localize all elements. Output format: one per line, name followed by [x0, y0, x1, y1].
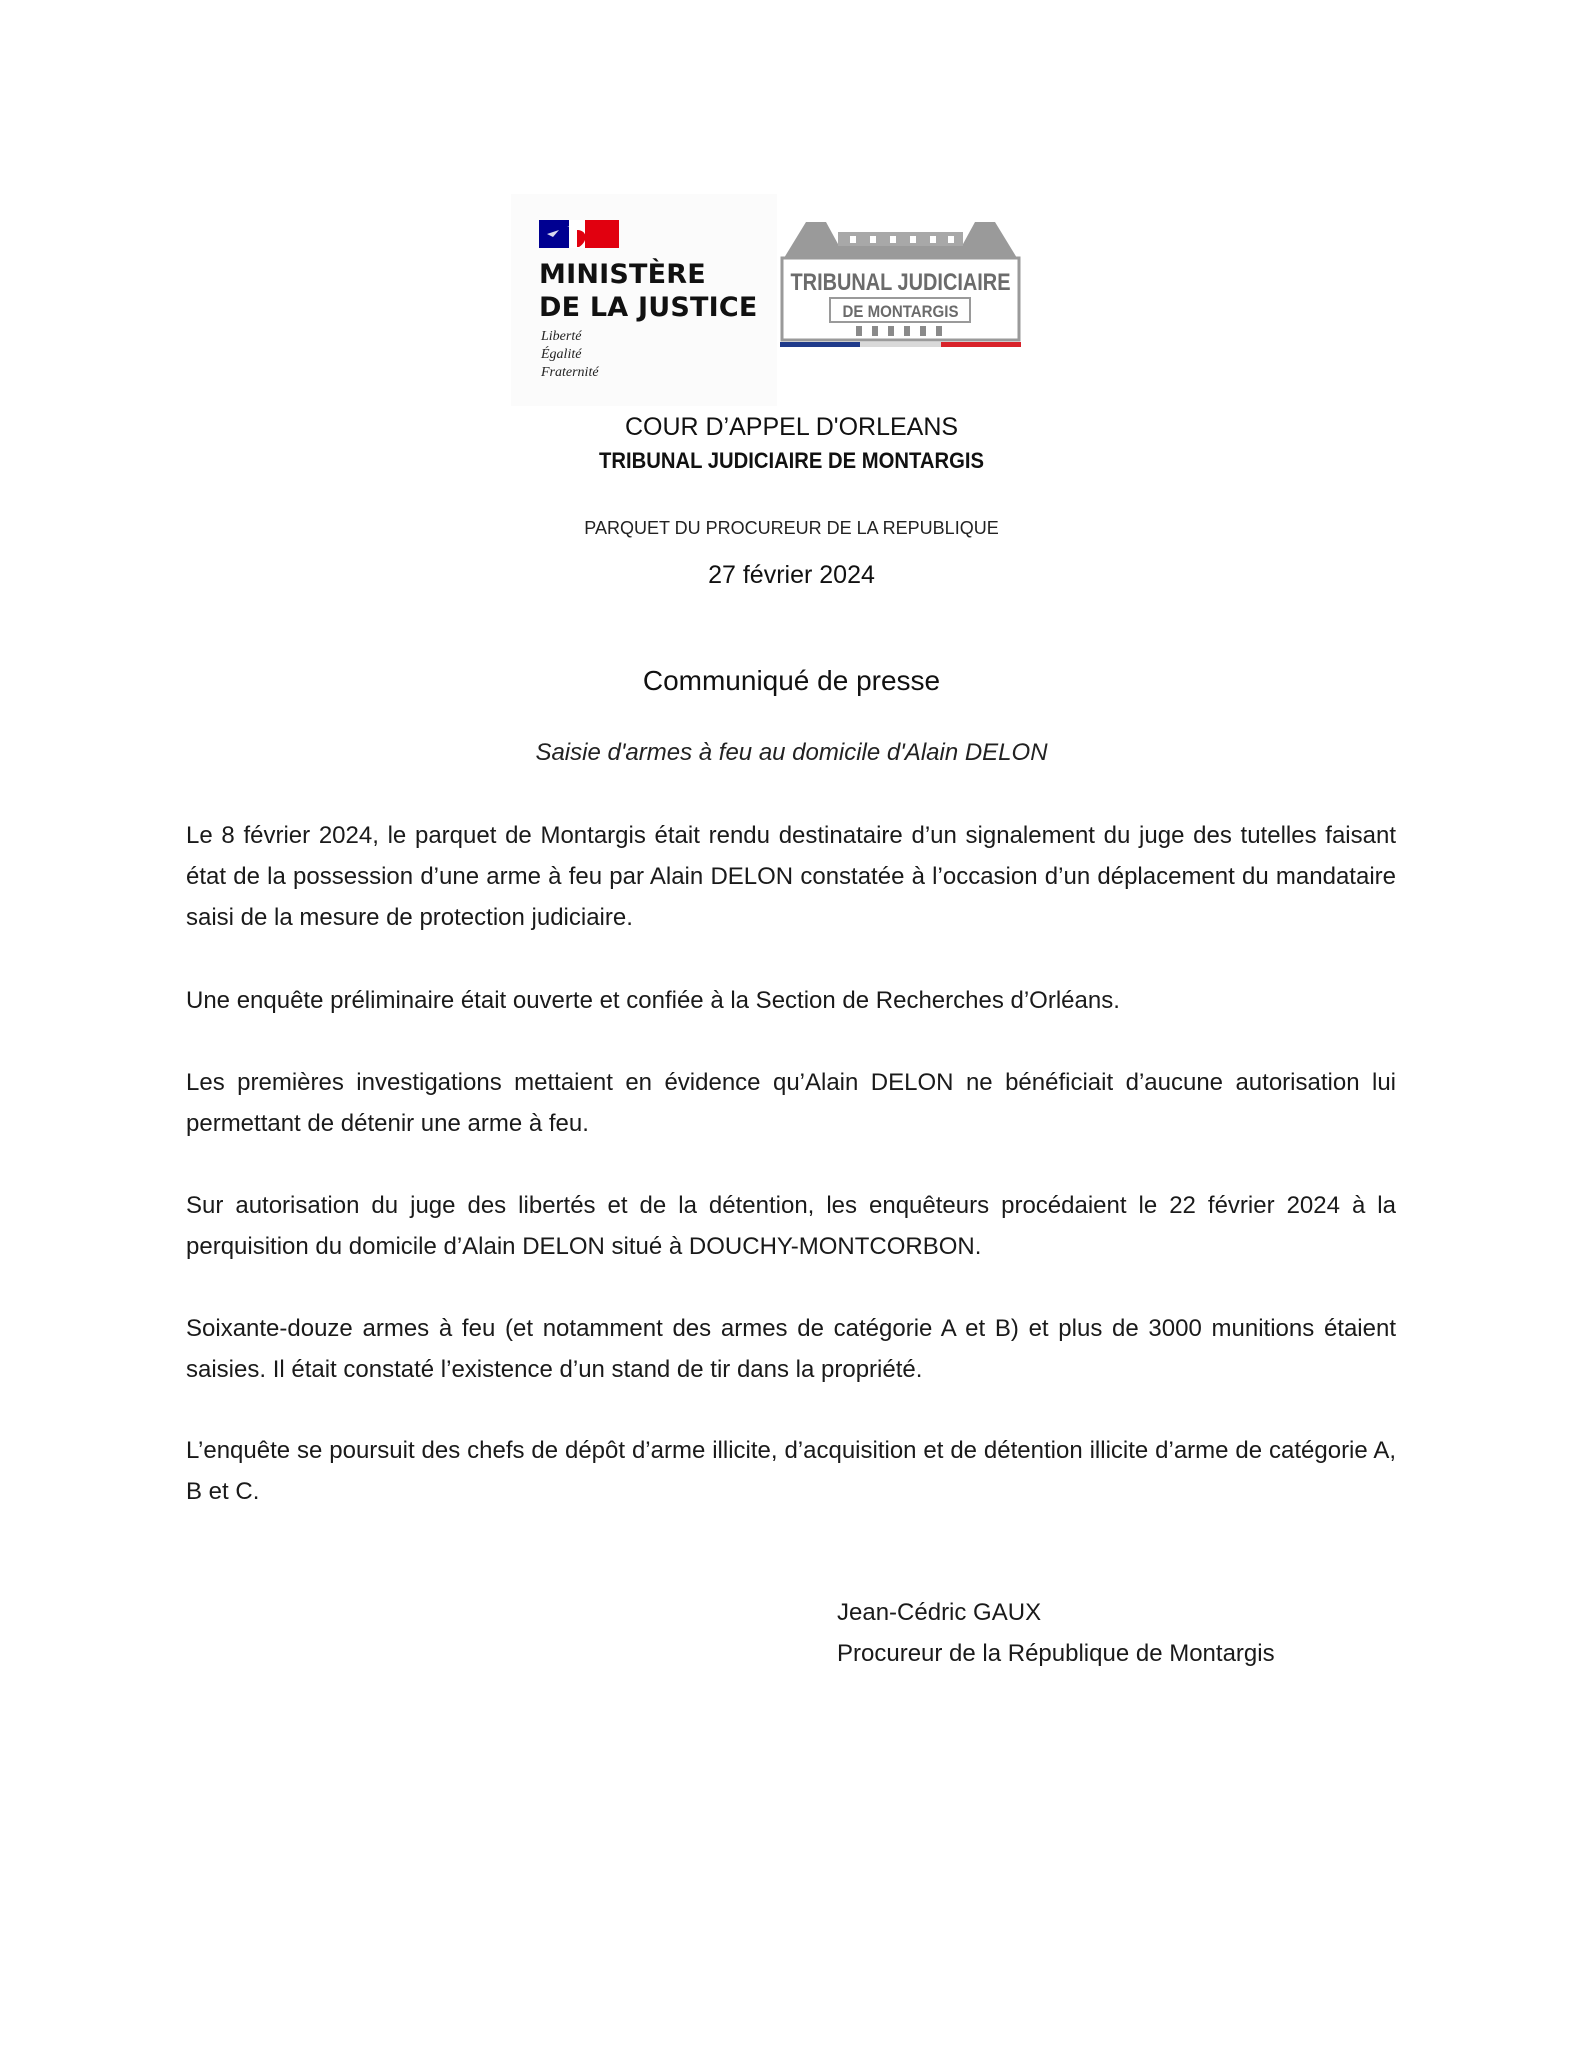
paragraph-text: Sur autorisation du juge des libertés et de la détention, les enquêteurs procédaient le 22 février 2024 à la perquisition du domicile d’Alain DELON situé à DOUCHY-MONTCORBON. [186, 1192, 1396, 1260]
cour-appel-line: COUR D’APPEL D'ORLEANS [624, 413, 959, 441]
paragraph-text: L’enquête se poursuit des chefs de dépôt d’arme illicite, d’acquisition et de détention illicite d’arme de catégorie A, B et C. [186, 1437, 1396, 1505]
motto-egalite: Égalité [541, 347, 582, 362]
marianne-flag-icon [539, 220, 619, 248]
tribunal-logo-line1: TRIBUNAL JUDICIAIRE [790, 269, 1011, 296]
body-paragraph-3 [186, 1062, 1396, 1144]
document-date: 27 février 2024 [708, 561, 875, 589]
paragraph-text: Les premières investigations mettaient en évidence qu’Alain DELON ne bénéficiait d’aucune autorisation lui permettant de détenir une arme à feu. [186, 1069, 1396, 1137]
document-subject: Saisie d'armes à feu au domicile d'Alain DELON [535, 739, 1048, 766]
ministere-title-line2: DE LA JUSTICE [539, 292, 758, 323]
paragraph-text: Soixante-douze armes à feu (et notamment des armes de catégorie A et B) et plus de 3000 munitions étaient saisies. Il était constaté l’existence d’un stand de tir dans la propriété. [186, 1315, 1396, 1383]
ministere-title [539, 258, 758, 324]
tribunal-logo-line2: DE MONTARGIS [842, 302, 959, 321]
document-title: Communiqué de presse [642, 665, 941, 696]
signatory-role: Procureur de la République de Montargis [837, 1640, 1275, 1667]
ministere-justice-logo [511, 194, 777, 406]
tribunal-judiciaire-logo [778, 218, 1023, 358]
ministere-title-line1: MINISTÈRE [539, 259, 706, 290]
motto-liberte: Liberté [541, 329, 582, 344]
body-paragraph-4 [186, 1185, 1396, 1267]
paragraph-text: Le 8 février 2024, le parquet de Montargis était rendu destinataire d’un signalement du juge des tutelles faisant état de la possession d’une arme à feu par Alain DELON constatée à l’occasion d’un déplacement du mandataire saisi de la mesure de protection judiciaire. [186, 822, 1396, 931]
body-paragraph-2 [186, 980, 1396, 1021]
parquet-line: PARQUET DU PROCUREUR DE LA REPUBLIQUE [584, 518, 999, 538]
paragraph-text: Une enquête préliminaire était ouverte et confiée à la Section de Recherches d’Orléans. [186, 987, 1120, 1014]
signatory-name: Jean-Cédric GAUX [837, 1599, 1042, 1626]
body-paragraph-5 [186, 1308, 1396, 1390]
motto-fraternite: Fraternité [541, 365, 599, 380]
tribunal-line: TRIBUNAL JUDICIAIRE DE MONTARGIS [599, 448, 984, 473]
body-paragraph-6 [186, 1430, 1396, 1512]
republic-motto [541, 328, 599, 382]
body-paragraph-1 [186, 815, 1396, 938]
